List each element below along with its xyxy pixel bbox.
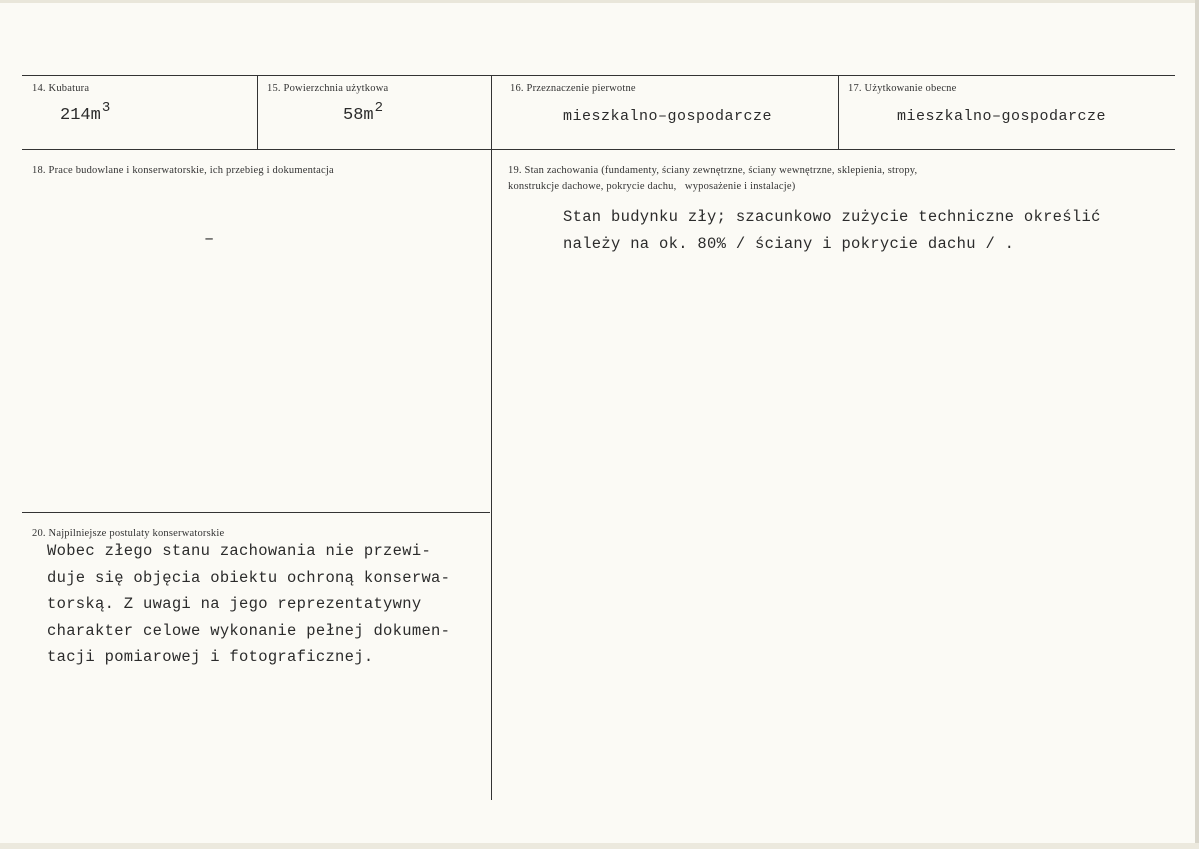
field-20-line: charakter celowe wykonanie pełnej dokumen- bbox=[47, 621, 451, 640]
divider-15-16 bbox=[491, 75, 492, 800]
field-17-label: 17. Użytkowanie obecne bbox=[848, 83, 957, 94]
card-top-edge bbox=[0, 0, 1199, 3]
field-19-label-line2: konstrukcje dachowe, pokrycie dachu, wyposażenie i instalacje) bbox=[508, 181, 796, 192]
field-14-value bbox=[60, 100, 110, 125]
field-19-line: Stan budynku zły; szacunkowo zużycie techniczne określić bbox=[563, 208, 1101, 226]
field-18-value: – bbox=[204, 230, 215, 249]
field-18-label: 18. Prace budowlane i konserwatorskie, ich przebieg i dokumentacja bbox=[32, 165, 334, 176]
card-right-edge bbox=[1195, 0, 1199, 849]
field-20-line: duje się objęcia obiektu ochroną konserwa- bbox=[47, 568, 451, 587]
field-19-label-line1: 19. Stan zachowania (fundamenty, ściany zewnętrzne, ściany wewnętrzne, sklepienia, stropy, bbox=[508, 165, 918, 176]
field-20-line: torską. Z uwagi na jego reprezentatywny bbox=[47, 595, 422, 613]
divider-16-17 bbox=[838, 75, 839, 149]
card-bottom-edge bbox=[0, 843, 1199, 849]
field-20-line: Wobec złego stanu zachowania nie przewi- bbox=[47, 542, 432, 560]
field-20-text bbox=[47, 538, 450, 671]
field-14-label: 14. Kubatura bbox=[32, 83, 90, 94]
field-16-label: 16. Przeznaczenie pierwotne bbox=[510, 83, 636, 94]
row1-bottom-rule bbox=[22, 149, 1175, 150]
divider-14-15 bbox=[257, 75, 258, 149]
field-20-line: tacji pomiarowej i fotograficznej. bbox=[47, 648, 374, 666]
row2-left-bottom-rule bbox=[22, 512, 490, 513]
top-rule bbox=[22, 75, 1175, 76]
field-15-number: 58m bbox=[343, 106, 374, 125]
field-16-value: mieszkalno–gospodarcze bbox=[563, 108, 773, 125]
field-20-label: 20. Najpilniejsze postulaty konserwatorskie bbox=[32, 528, 225, 539]
field-17-value: mieszkalno–gospodarcze bbox=[897, 108, 1107, 125]
field-15-exponent: 2 bbox=[374, 100, 384, 116]
field-14-number: 214m bbox=[60, 106, 101, 125]
field-15-value bbox=[343, 100, 383, 125]
field-19-line: należy na ok. 80% / ściany i pokrycie dachu / . bbox=[563, 234, 1015, 253]
field-19-text bbox=[563, 204, 1101, 257]
field-14-exponent: 3 bbox=[101, 100, 111, 116]
field-15-label: 15. Powierzchnia użytkowa bbox=[267, 83, 389, 94]
